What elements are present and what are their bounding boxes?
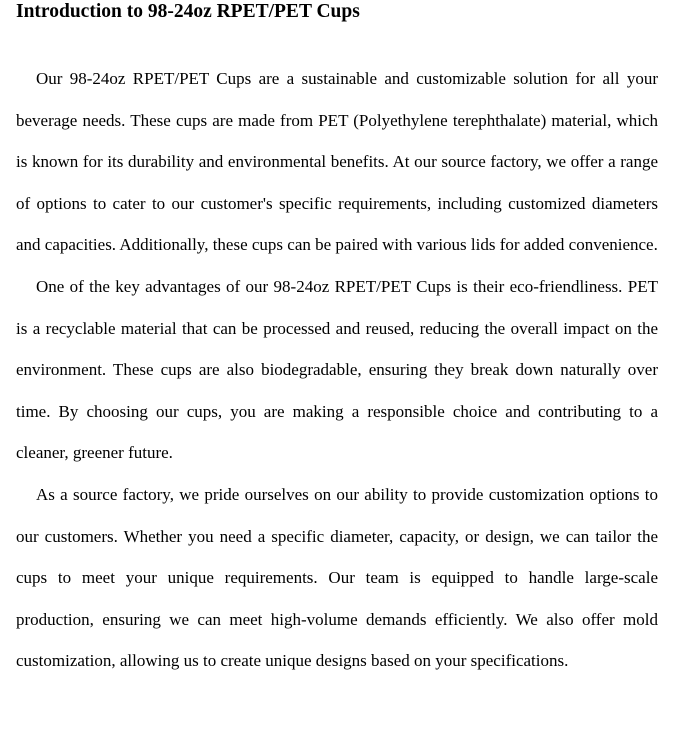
- document-body: [16, 58, 658, 682]
- document-title: Introduction to 98-24oz RPET/PET Cups: [16, 1, 360, 22]
- paragraph-3: As a source factory, we pride ourselves on our ability to provide customization options to our customers. Whether you need a specific diameter, capacity, or design, we can tailor the cups to meet your unique requirements. Our team is equipped to handle large-scale production, ensuring we can meet high-volume demands efficiently. We also offer mold customization, allowing us to create unique designs based on your specifications.: [16, 484, 658, 671]
- paragraph-1: Our 98-24oz RPET/PET Cups are a sustainable and customizable solution for all your beverage needs. These cups are made from PET (Polyethylene terephthalate) material, which is known for its durability and environmental benefits. At our source factory, we offer a range of options to cater to our customer's specific requirements, including customized diameters and capacities. Additionally, these cups can be paired with various lids for added convenience.: [16, 69, 658, 255]
- paragraph-2: One of the key advantages of our 98-24oz RPET/PET Cups is their eco-friendliness. PET is a recyclable material that can be processed and reused, reducing the overall impact on the environment. These cups are also biodegradable, ensuring they break down naturally over time. By choosing our cups, you are making a responsible choice and contributing to a cleaner, greener future.: [16, 276, 658, 463]
